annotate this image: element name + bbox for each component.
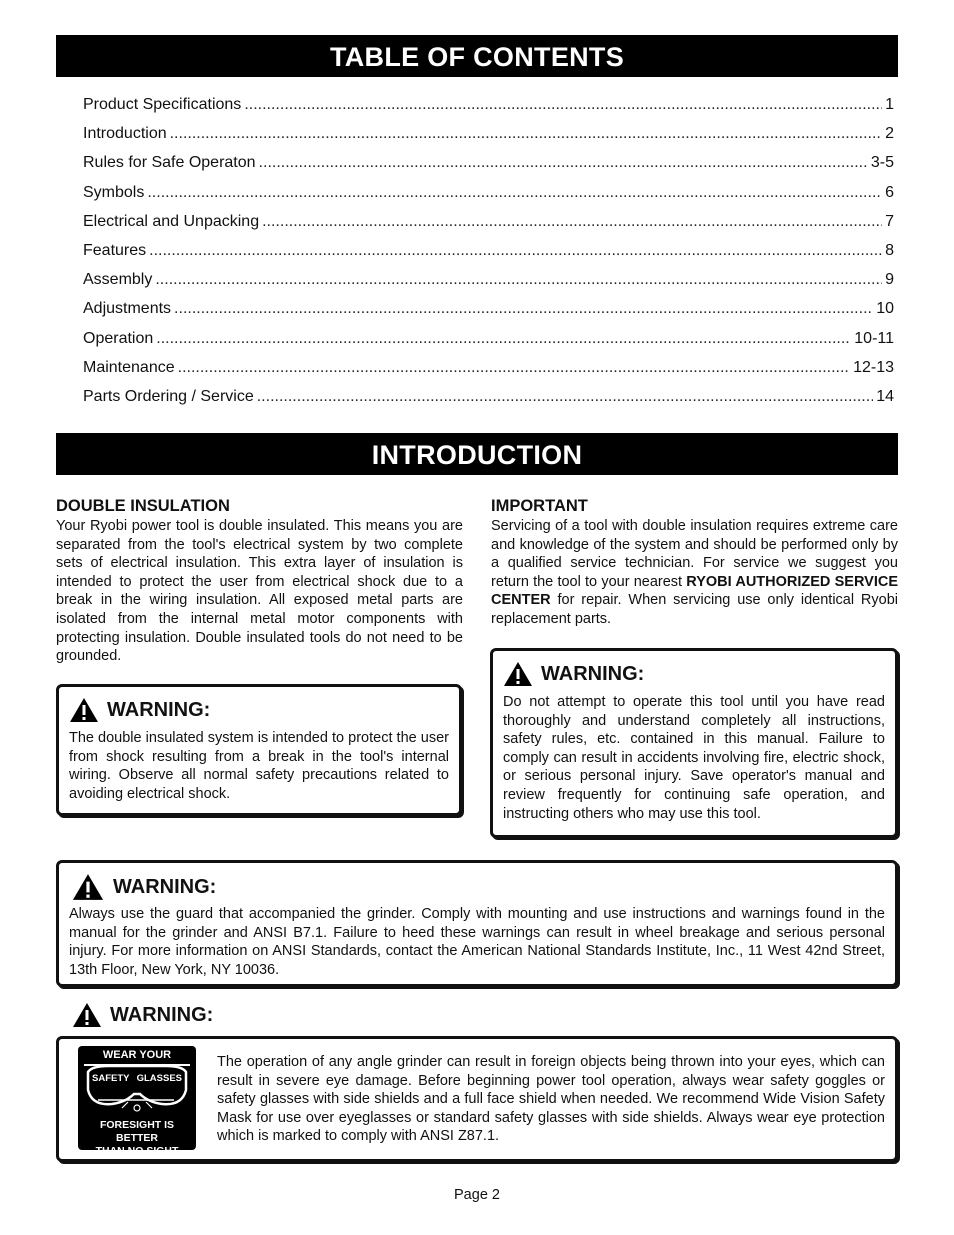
toc-leader-dots bbox=[259, 154, 868, 172]
important-text-part: Servicing of a tool with double insulation requires extreme care and knowledge of the system and should be performed only by a qualified service technician. For service we suggest you return the tool to your nearest bbox=[491, 518, 898, 590]
toc-entry-page: 10-11 bbox=[854, 329, 894, 347]
toc-entry-label: Features bbox=[83, 241, 147, 259]
toc-entry-label: Parts Ordering / Service bbox=[83, 387, 254, 405]
toc-leader-dots bbox=[244, 96, 882, 114]
warning-label: WARNING: bbox=[107, 698, 211, 721]
toc-title: TABLE OF CONTENTS bbox=[329, 42, 625, 72]
toc-entry-label: Electrical and Unpacking bbox=[83, 212, 260, 230]
toc-entry-page: 3-5 bbox=[870, 154, 894, 172]
warning-label: WARNING: bbox=[113, 875, 217, 898]
logo-right-word: GLASSES bbox=[136, 1073, 182, 1084]
toc-entry bbox=[83, 242, 894, 271]
important-text bbox=[491, 517, 898, 629]
toc-entry-label: Maintenance bbox=[83, 358, 175, 376]
important-section bbox=[491, 496, 898, 629]
toc-leader-dots bbox=[174, 300, 873, 318]
warning-box-read-manual bbox=[490, 648, 898, 838]
warning-label: WARNING: bbox=[110, 1003, 214, 1026]
important-heading: IMPORTANT bbox=[491, 497, 588, 515]
toc-leader-dots bbox=[170, 125, 882, 143]
toc-entry bbox=[83, 96, 894, 125]
logo-bottom-line: FORESIGHT IS BETTER bbox=[99, 1119, 175, 1144]
toc-entry-page: 9 bbox=[885, 271, 894, 289]
toc-entry-page: 1 bbox=[885, 96, 894, 113]
important-text-bold: RYOBI AUTHORIZED SERVICE CENTER bbox=[491, 573, 898, 609]
warning-header bbox=[69, 697, 449, 723]
toc-entry-page: 2 bbox=[885, 125, 894, 143]
warning-triangle-icon bbox=[69, 697, 99, 723]
toc-entry-label: Adjustments bbox=[83, 300, 172, 318]
toc-entry-page: 14 bbox=[876, 387, 894, 405]
logo-top-text: WEAR YOUR bbox=[102, 1049, 172, 1061]
toc-entry bbox=[83, 125, 894, 154]
logo-bottom-line: THAN NO SIGHT bbox=[95, 1145, 179, 1157]
toc-leader-dots bbox=[156, 330, 851, 348]
toc-entry-page: 6 bbox=[885, 183, 894, 201]
toc-entry-label: Assembly bbox=[83, 271, 153, 289]
toc-list bbox=[83, 96, 894, 417]
toc-entry-page: 12-13 bbox=[853, 358, 894, 376]
warning-text: Do not attempt to operate this tool until you have read thoroughly and understand completely all instructions, safety rules, etc. contained in this manual. Failure to comply can result in accidents involving fire, electric shock, or serious personal injury. Save operator's manual and review frequently for continuing safe operation, and instructing others who may use this tool. bbox=[503, 694, 885, 822]
toc-entry-page: 8 bbox=[885, 241, 894, 259]
toc-leader-dots bbox=[262, 213, 882, 231]
intro-title: INTRODUCTION bbox=[371, 440, 583, 470]
toc-entry bbox=[83, 359, 894, 388]
warning-header bbox=[503, 661, 885, 687]
warning-triangle-icon bbox=[71, 873, 105, 901]
toc-entry bbox=[83, 213, 894, 242]
toc-entry-label: Operation bbox=[83, 329, 154, 347]
warning-header-eyes bbox=[72, 1002, 213, 1028]
warning-box-guard bbox=[56, 860, 898, 987]
toc-leader-dots bbox=[155, 271, 882, 289]
toc-entry-label: Introduction bbox=[83, 125, 167, 143]
warning-text: Always use the guard that accompanied the grinder. Comply with mounting and use instructions and warnings found in the manual for the grinder and ANSI B7.1. Failure to heed these warnings can result in wheel breakage and serious personal injury. For more information on ANSI Standards, contact the American National Standards Institute, Inc., 11 West 42nd Street, 13th Floor, New York, NY 10036. bbox=[69, 906, 885, 978]
toc-leader-dots bbox=[149, 242, 882, 260]
warning-text: The double insulated system is intended to protect the user from shock resulting from a break in the tool's internal wiring. Observe all normal safety precautions related to avoiding electrical shock. bbox=[69, 730, 449, 802]
toc-entry bbox=[83, 300, 894, 329]
warning-box-electrical bbox=[56, 684, 462, 816]
warning-triangle-icon bbox=[503, 661, 533, 687]
safety-glasses-logo bbox=[78, 1046, 196, 1157]
toc-title-bar bbox=[56, 35, 898, 77]
logo-left-word: SAFETY bbox=[92, 1073, 130, 1084]
toc-entry bbox=[83, 330, 894, 359]
warning-header bbox=[71, 873, 885, 901]
intro-title-bar bbox=[56, 433, 898, 475]
toc-entry-label: Rules for Safe Operaton bbox=[83, 154, 256, 172]
double-insulation-text: Your Ryobi power tool is double insulated. This means you are separated from the tool's electrical system by two complete sets of electrical insulation. This extra layer of insulation is intended to protect the user from electrical shock due to a break in the wiring insulation. All exposed metal parts are isolated from the internal metal motor components with protecting insulation. Double insulated tools do not need to be grounded. bbox=[56, 518, 463, 665]
page-number: Page 2 bbox=[454, 1187, 500, 1203]
toc-entry bbox=[83, 388, 894, 417]
toc-entry-page: 10 bbox=[876, 300, 894, 318]
warning-label: WARNING: bbox=[541, 662, 645, 685]
important-text-part: for repair. When servicing use only identical Ryobi replacement parts. bbox=[491, 592, 898, 627]
toc-entry bbox=[83, 271, 894, 300]
warning-triangle-icon bbox=[72, 1002, 102, 1028]
toc-leader-dots bbox=[147, 184, 882, 202]
toc-entry bbox=[83, 154, 894, 183]
logo-bottom-text bbox=[78, 1119, 196, 1158]
toc-entry-page: 7 bbox=[885, 212, 894, 230]
toc-entry-label: Product Specifications bbox=[83, 96, 242, 113]
double-insulation-section bbox=[56, 496, 463, 666]
double-insulation-heading: DOUBLE INSULATION bbox=[56, 497, 230, 515]
toc-entry bbox=[83, 184, 894, 213]
toc-entry-label: Symbols bbox=[83, 183, 145, 201]
warning-text: The operation of any angle grinder can result in foreign objects being thrown into your eyes, which can result in severe eye damage. Before beginning power tool operation, always wear safety goggles or safety glasses with side shields and a full face shield when needed. We recommend Wide Vision Safety Mask for use over eyeglasses or standard safety glasses with side shields. Always wear eye protection which is marked to comply with ANSI Z87.1. bbox=[217, 1054, 885, 1145]
toc-leader-dots bbox=[178, 359, 850, 377]
toc-leader-dots bbox=[257, 388, 873, 406]
